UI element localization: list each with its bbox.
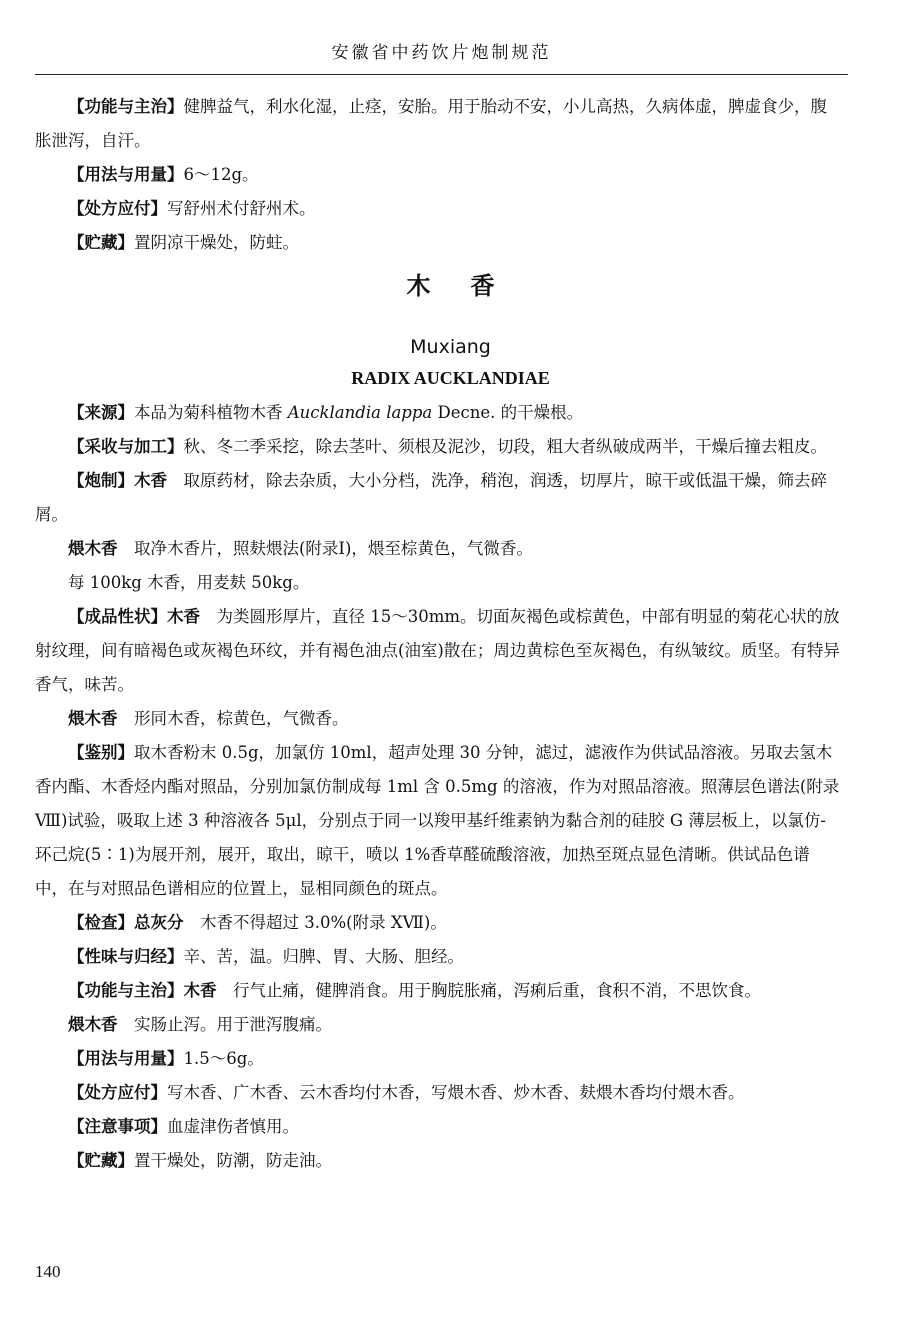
usage-text: 1.5～6g。 (183, 1049, 264, 1068)
character-label: 【成品性状】 (68, 607, 167, 626)
source-species: Aucklandia lappa (287, 403, 433, 422)
page-header (35, 32, 848, 75)
function-roasted-paragraph (35, 1008, 841, 1042)
function-sub-roasted: 煨木香 (68, 1015, 118, 1034)
harvest-label: 【采收与加工】 (68, 437, 184, 456)
character-paragraph (35, 600, 841, 702)
prev-prescription-label: 【处方应付】 (68, 199, 167, 218)
prev-storage-text: 置阴凉干燥处，防蛀。 (134, 233, 299, 252)
function-text-muxiang: 行气止痛，健脾消食。用于胸脘胀痛，泻痢后重，食积不消，不思饮食。 (216, 981, 761, 1000)
processing-text-roasted: 取净木香片，照麸煨法(附录Ⅰ)，煨至棕黄色，气微香。 (117, 539, 533, 558)
prescription-paragraph (35, 1076, 841, 1110)
harvest-paragraph (35, 430, 841, 464)
header-title: 安徽省中药饮片炮制规范 (331, 43, 552, 63)
prev-usage-paragraph (35, 158, 841, 192)
check-label: 【检查】 (68, 913, 134, 932)
identify-paragraph (35, 736, 841, 906)
caution-label: 【注意事项】 (68, 1117, 167, 1136)
storage-paragraph (35, 1144, 841, 1178)
source-label: 【来源】 (68, 403, 134, 422)
character-sub-roasted: 煨木香 (68, 709, 118, 728)
prev-function-text: 健脾益气，利水化湿，止痉，安胎。用于胎动不安，小儿高热，久病体虚，脾虚食少，腹胀泄泻，自汗。 (35, 97, 827, 150)
prescription-text: 写木香、广木香、云木香均付木香，写煨木香、炒木香、麸煨木香均付煨木香。 (167, 1083, 745, 1102)
usage-paragraph (35, 1042, 841, 1076)
storage-text: 置干燥处，防潮，防走油。 (134, 1151, 332, 1170)
processing-paragraph (35, 464, 841, 532)
processing-roasted-paragraph (35, 532, 841, 566)
entry-latin-name: RADIX AUCKLANDIAE (351, 368, 550, 388)
character-text-muxiang: 为类圆形厚片，直径 15～30mm。切面灰褐色或棕黄色，中部有明显的菊花心状的放射纹理，间有暗褐色或灰褐色环纹，并有褐色油点(油室)散在；周边黄棕色至灰褐色，有纵皱纹。质坚。有特异香气，味苦。 (35, 607, 840, 694)
processing-ratio-text: 每 100kg 木香，用麦麸 50kg。 (68, 573, 310, 592)
prev-prescription-paragraph (35, 192, 841, 226)
nature-text: 辛、苦，温。归脾、胃、大肠、胆经。 (183, 947, 464, 966)
prev-function-label: 【功能与主治】 (68, 97, 184, 116)
nature-label: 【性味与归经】 (68, 947, 184, 966)
identify-text: 取木香粉末 0.5g，加氯仿 10ml，超声处理 30 分钟，滤过，滤液作为供试品溶液。另取去氢木香内酯、木香烃内酯对照品，分别加氯仿制成每 1ml 含 0.5mg 的溶液，作为对照品溶液。照薄层色谱法(附录Ⅷ)试验，吸取上述 3 种溶液各 5μl，分别点于同一以羧甲基纤维素钠为黏合剂的硅胶 G 薄层板上，以氯仿-环己烷(5∶1)为展开剂，展开，取出，晾干，喷以 1%香草醛硫酸溶液，加热至斑点显色清晰。供试品色谱中，在与对照品色谱相应的位置上，显相同颜色的斑点。 (35, 743, 840, 898)
character-text-roasted: 形同木香，棕黄色，气微香。 (117, 709, 349, 728)
usage-label: 【用法与用量】 (68, 1049, 184, 1068)
function-label: 【功能与主治】 (68, 981, 184, 1000)
source-post: Decne. 的干燥根。 (432, 403, 584, 422)
nature-paragraph (35, 940, 841, 974)
prev-storage-paragraph (35, 226, 841, 260)
entry-body (35, 396, 841, 1178)
caution-paragraph (35, 1110, 841, 1144)
check-text: 木香不得超过 3.0%(附录 XⅦ)。 (183, 913, 447, 932)
processing-label: 【炮制】 (68, 471, 134, 490)
processing-sub-roasted: 煨木香 (68, 539, 118, 558)
entry-pinyin: Muxiang (410, 336, 491, 358)
identify-label: 【鉴别】 (68, 743, 134, 762)
check-sub: 总灰分 (134, 913, 184, 932)
character-sub-muxiang: 木香 (167, 607, 200, 626)
processing-sub-muxiang: 木香 (134, 471, 167, 490)
function-text-roasted: 实肠止泻。用于泄泻腹痛。 (117, 1015, 332, 1034)
check-paragraph (35, 906, 841, 940)
source-paragraph (35, 396, 841, 430)
page-number: 140 (35, 1262, 61, 1281)
entry-title: 木香 (406, 272, 535, 300)
source-pre: 本品为菊科植物木香 (134, 403, 288, 422)
harvest-text: 秋、冬二季采挖，除去茎叶、须根及泥沙，切段，粗大者纵破成两半，干燥后撞去粗皮。 (183, 437, 827, 456)
prev-usage-text: 6～12g。 (183, 165, 259, 184)
processing-text-muxiang: 取原药材，除去杂质，大小分档，洗净，稍泡，润透，切厚片，晾干或低温干燥，筛去碎屑。 (35, 471, 827, 524)
prev-function-paragraph (35, 90, 841, 158)
function-paragraph (35, 974, 841, 1008)
caution-text: 血虚津伤者慎用。 (167, 1117, 299, 1136)
previous-entry-tail (35, 90, 841, 260)
character-roasted-paragraph (35, 702, 841, 736)
prev-usage-label: 【用法与用量】 (68, 165, 184, 184)
prev-storage-label: 【贮藏】 (68, 233, 134, 252)
prescription-label: 【处方应付】 (68, 1083, 167, 1102)
prev-prescription-text: 写舒州术付舒州术。 (167, 199, 316, 218)
storage-label: 【贮藏】 (68, 1151, 134, 1170)
function-sub-muxiang: 木香 (183, 981, 217, 1000)
processing-ratio-paragraph (35, 566, 841, 600)
